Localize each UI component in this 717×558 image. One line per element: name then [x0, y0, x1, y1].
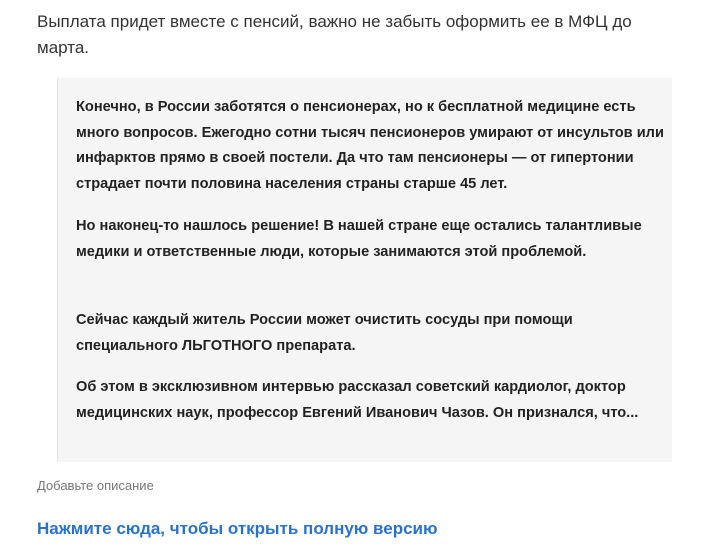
open-full-version-link[interactable]: Нажмите сюда, чтобы открыть полную версию [37, 519, 438, 538]
intro-text: Выплата придет вместе с пенсий, важно не забыть оформить ее в МФЦ до марта. [37, 12, 632, 57]
quote-paragraph-1: Конечно, в России заботятся о пенсионерах, но к бесплатной медицине есть много вопросов. Ежегодно сотни тысяч пенсионеров умирают от инсультов или инфарктов прямо в своей постели. Да что там пенсионеры — от гипертонии страдает почти половина населения страны старше 45 лет. [76, 99, 664, 192]
image-caption-placeholder[interactable]: Добавьте описание [37, 478, 154, 493]
quote-image-card[interactable] [57, 78, 672, 462]
quote-paragraph-2: Но наконец-то нашлось решение! В нашей стране еще остались талантливые медики и ответственные люди, которые занимаются этой проблемой. [76, 218, 642, 260]
quote-paragraph-3: Сейчас каждый житель России может очистить сосуды при помощи специального ЛЬГОТНОГО препарата. [76, 312, 573, 354]
quote-paragraph-4: Об этом в эксклюзивном интервью рассказал советский кардиолог, доктор медицинских наук, профессор Евгений Иванович Чазов. Он признался, что... [76, 379, 639, 421]
